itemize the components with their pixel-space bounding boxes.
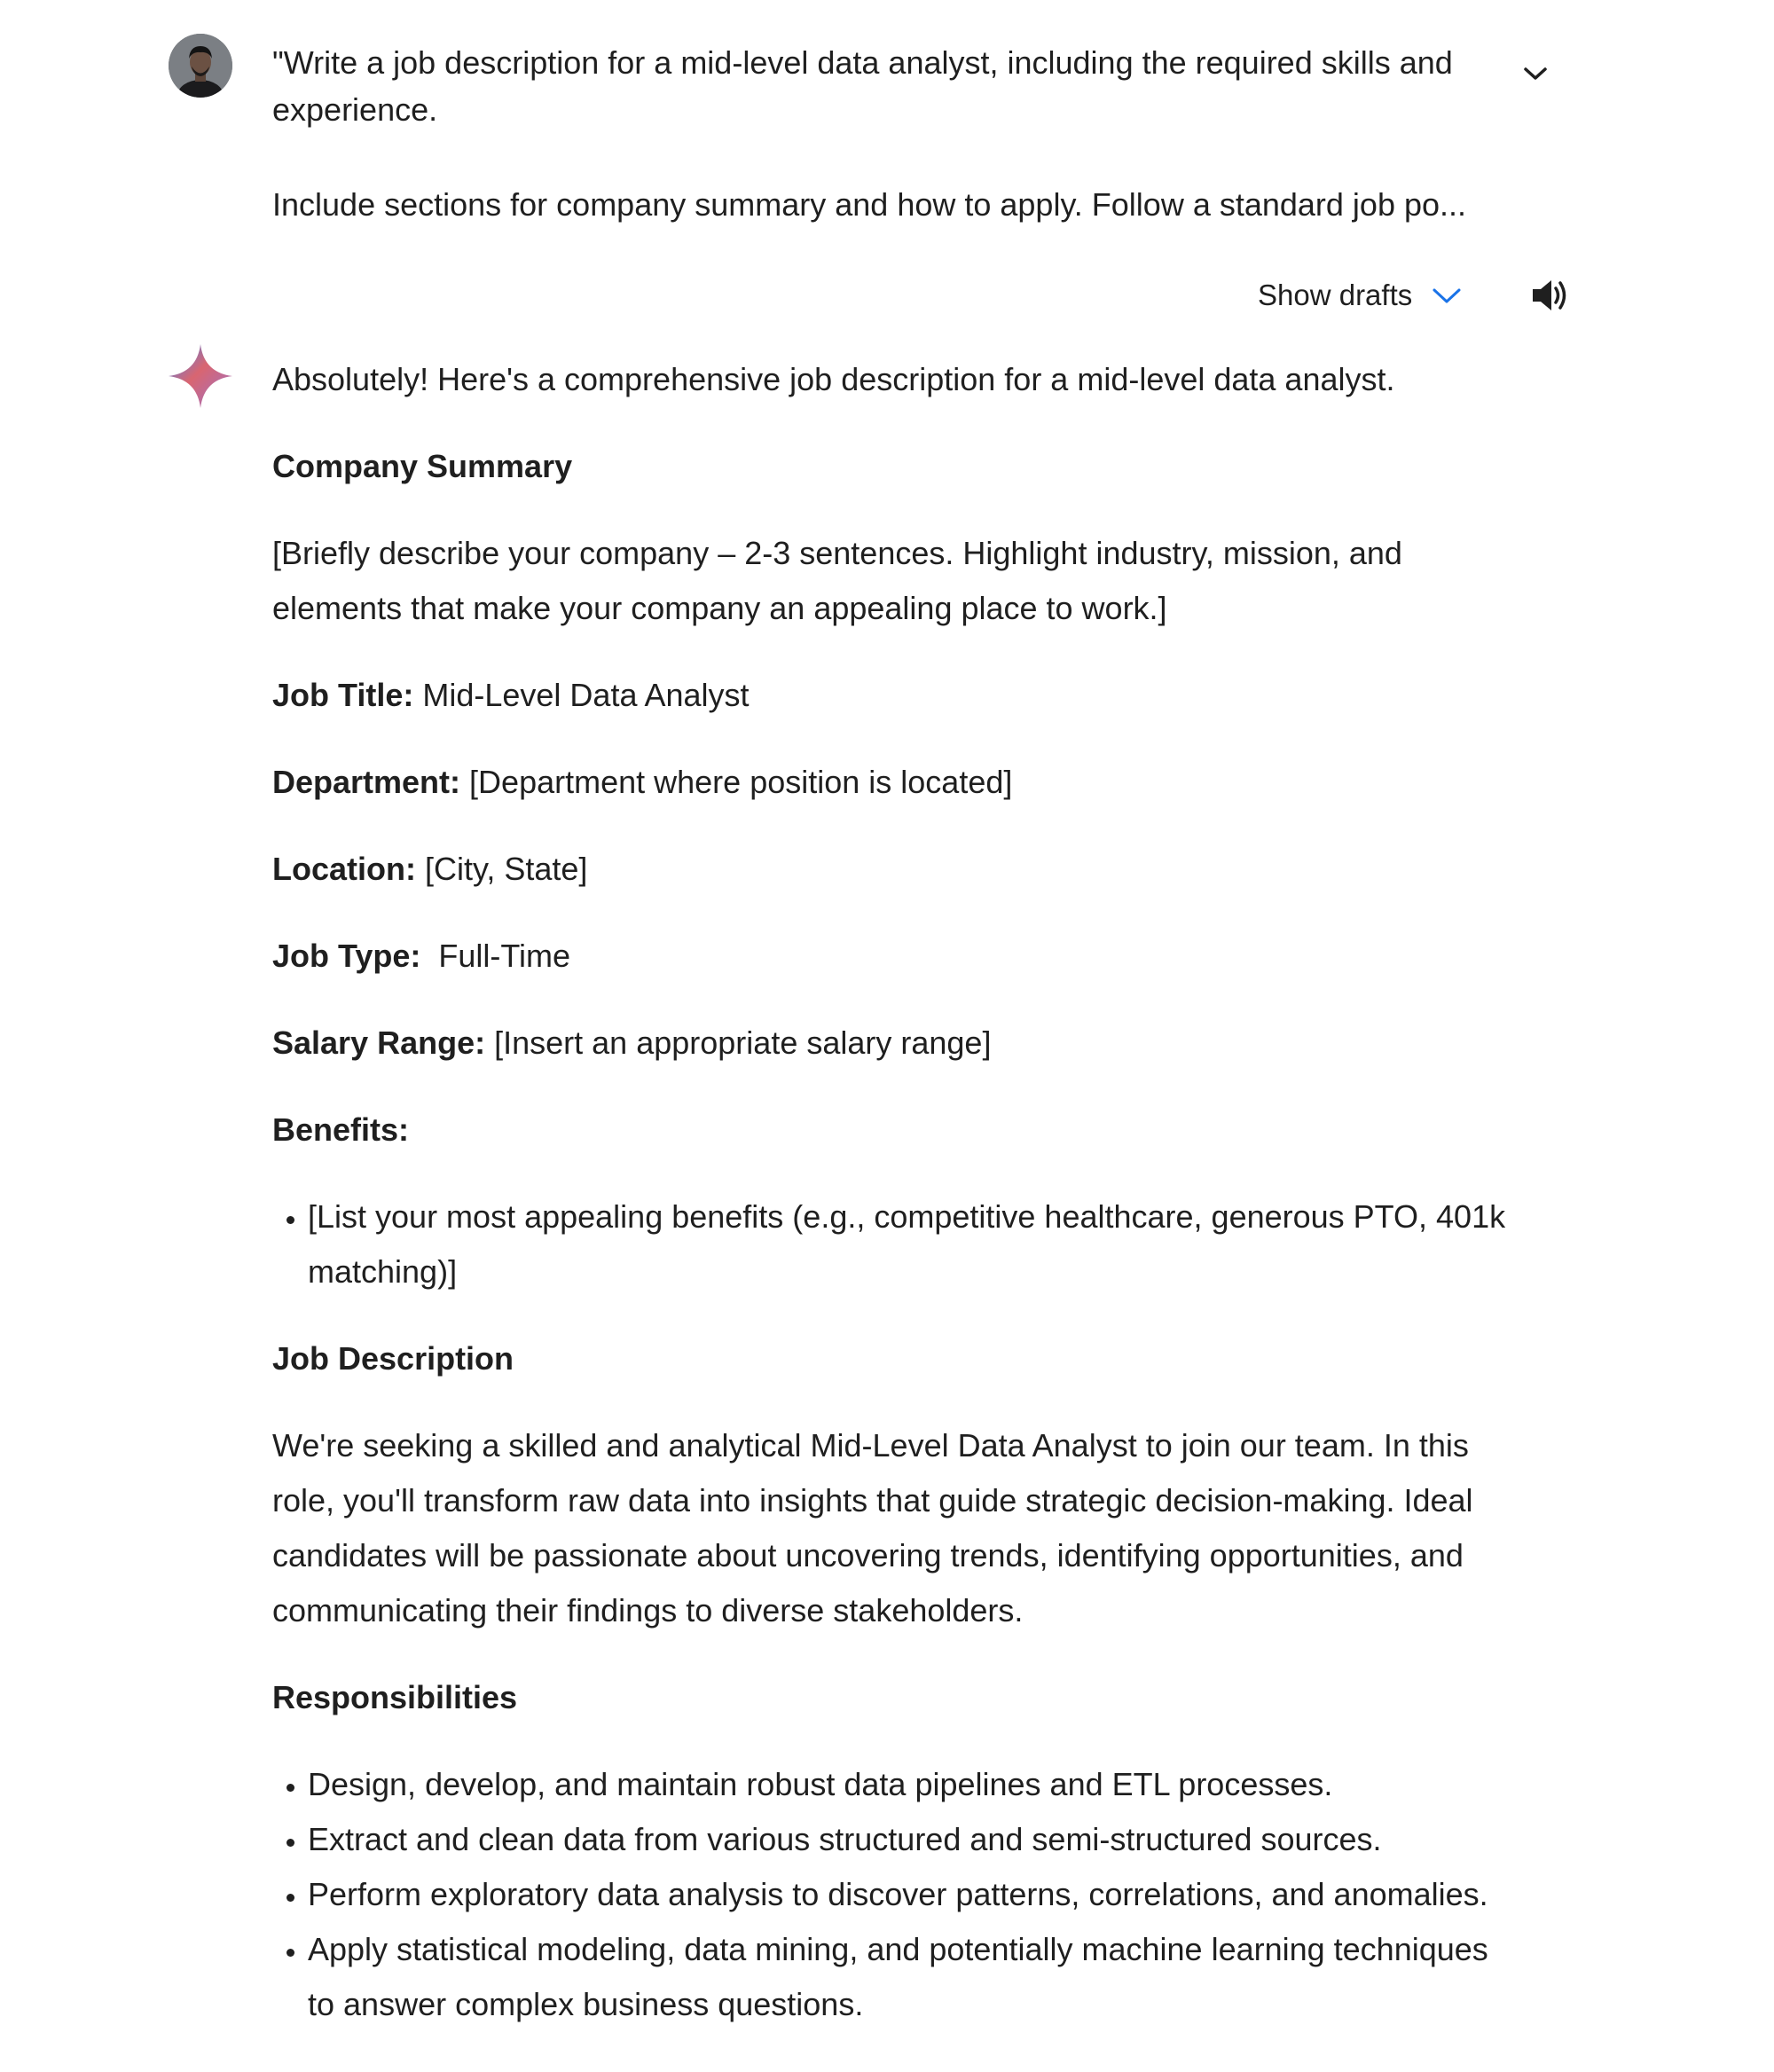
user-prompt	[272, 39, 1496, 228]
responsibilities-list	[272, 1757, 1514, 2032]
job-title-label: Job Title:	[272, 677, 414, 713]
response-intro: Absolutely! Here's a comprehensive job description for a mid-level data analyst.	[272, 361, 1395, 397]
job-type-row	[272, 929, 1514, 984]
list-item: • Extract and clean data from various structured and semi-structured sources.	[308, 1812, 1514, 1867]
department-label: Department:	[272, 764, 461, 800]
speaker-icon	[1529, 277, 1570, 314]
show-drafts-label: Show drafts	[1258, 279, 1413, 311]
job-title-value: Mid-Level Data Analyst	[422, 677, 750, 713]
prompt-line-2: Include sections for company summary and how to apply. Follow a standard job po...	[272, 186, 1467, 223]
list-item: • Perform exploratory data analysis to discover patterns, correlations, and anomalies.	[308, 1867, 1514, 1922]
location-label: Location:	[272, 851, 416, 887]
prompt-line-1: "Write a job description for a mid-level data analyst, including the required skills and experience.	[272, 44, 1453, 128]
user-avatar-image	[169, 34, 232, 98]
responsibilities-heading: Responsibilities	[272, 1679, 518, 1715]
salary-value: [Insert an appropriate salary range]	[494, 1024, 992, 1061]
show-drafts-button[interactable]	[1258, 271, 1462, 319]
assistant-response	[272, 352, 1514, 2064]
list-item: • Apply statistical modeling, data mining, and potentially machine learning techniques to answer complex business questions.	[308, 1922, 1514, 2032]
job-title-row	[272, 668, 1514, 723]
company-summary-text: [Briefly describe your company – 2-3 sentences. Highlight industry, mission, and elements that make your company an appealing place to work.]	[272, 535, 1402, 626]
job-type-value: Full-Time	[438, 938, 571, 974]
gemini-sparkle-icon	[167, 342, 234, 410]
company-summary-heading: Company Summary	[272, 448, 573, 484]
department-row	[272, 755, 1514, 810]
list-item: • [List your most appealing benefits (e.g., competitive healthcare, generous PTO, 401k matching)]	[308, 1189, 1514, 1299]
benefits-row	[272, 1103, 1514, 1158]
location-row	[272, 842, 1514, 897]
expand-prompt-button[interactable]	[1513, 51, 1558, 96]
benefits-list	[272, 1189, 1514, 1299]
job-description-heading: Job Description	[272, 1340, 514, 1377]
location-value: [City, State]	[425, 851, 588, 887]
chevron-down-icon	[1432, 286, 1462, 305]
benefits-label: Benefits:	[272, 1111, 410, 1148]
salary-row	[272, 1016, 1514, 1071]
user-avatar	[169, 34, 232, 98]
job-type-label: Job Type:	[272, 938, 421, 974]
salary-label: Salary Range:	[272, 1024, 486, 1061]
list-item: • Design, develop, and maintain robust data pipelines and ETL processes.	[308, 1757, 1514, 1812]
chevron-down-icon	[1522, 65, 1549, 82]
read-aloud-button[interactable]	[1524, 271, 1575, 319]
department-value: [Department where position is located]	[469, 764, 1013, 800]
job-description-text: We're seeking a skilled and analytical Mid-Level Data Analyst to join our team. In this role, you'll transform raw data into insights that guide strategic decision-making. Ideal candidates will be passionate about uncovering trends, identifying opportunities, and communicating their findings to diverse stakeholders.	[272, 1427, 1473, 1629]
